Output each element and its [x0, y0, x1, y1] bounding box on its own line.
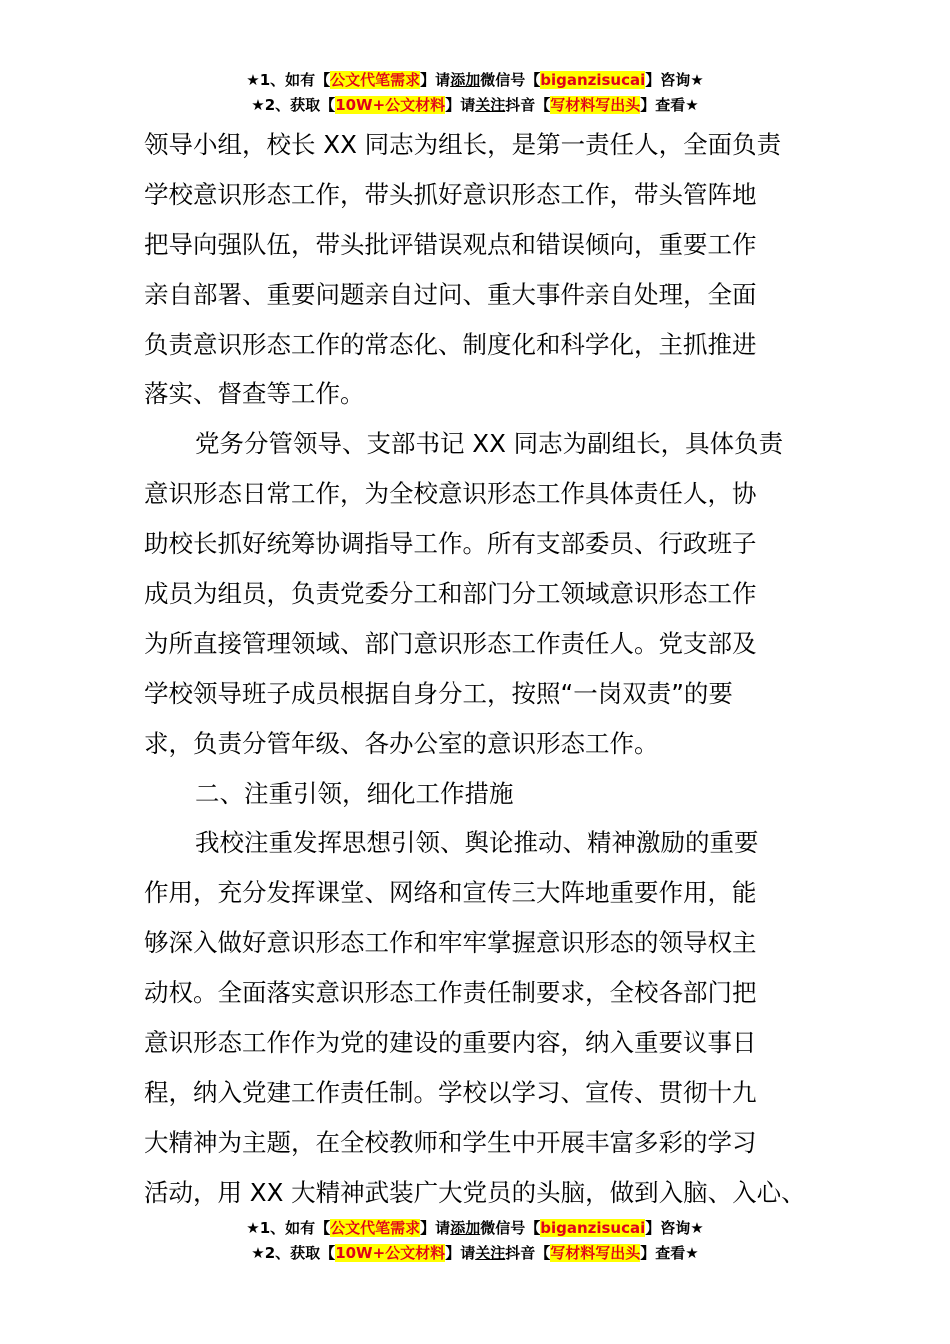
banner-text: 】请 [445, 1244, 476, 1262]
body-line: 把导向强队伍，带头批评错误观点和错误倾向，重要工作 [144, 229, 757, 259]
banner-text: 抖音【 [505, 1244, 551, 1262]
body-line: 意识形态日常工作，为全校意识形态工作具体责任人，协 [144, 479, 757, 509]
banner-text: ★2、获取【 [251, 96, 336, 114]
body-line: 成员为组员，负责党委分工和部门分工领域意识形态工作 [144, 579, 757, 609]
body-line: 学校领导班子成员根据自身分工，按照“一岗双责”的要 [144, 678, 733, 708]
header-banner [0, 68, 950, 118]
banner-emphasis: 添加 [450, 1219, 481, 1237]
banner-highlight: 公文代笔需求 [330, 71, 421, 89]
body-line: 落实、督查等工作。 [144, 379, 365, 409]
banner-text: 微信号【 [480, 71, 541, 89]
banner-text: 】咨询★ [645, 71, 704, 89]
footer-banner [0, 1216, 950, 1266]
banner-text: 】查看★ [640, 1244, 699, 1262]
body-line: 学校意识形态工作，带头抓好意识形态工作，带头管阵地 [144, 179, 757, 209]
banner-emphasis: 添加 [450, 71, 481, 89]
body-line: 意识形态工作作为党的建设的重要内容，纳入重要议事日 [144, 1028, 757, 1058]
banner-text: ★2、获取【 [251, 1244, 336, 1262]
banner-highlight: 10W+公文材料 [335, 1244, 446, 1262]
banner-text: 】查看★ [640, 96, 699, 114]
body-line: 领导小组，校长 XX 同志为组长，是第一责任人，全面负责 [144, 130, 782, 159]
banner-highlight: 写材料写出头 [550, 96, 641, 114]
banner-emphasis: 关注 [475, 1244, 506, 1262]
banner-highlight: biganzisucai [540, 71, 646, 89]
banner-text: 】咨询★ [645, 1219, 704, 1237]
body-line: 动权。全面落实意识形态工作责任制要求，全校各部门把 [144, 978, 757, 1008]
banner-text: ★1、如有【 [246, 71, 331, 89]
banner-line-1 [0, 68, 950, 93]
body-line: 为所直接管理领域、部门意识形态工作责任人。党支部及 [144, 628, 757, 658]
document-body [144, 120, 810, 1218]
banner-highlight: 公文代笔需求 [330, 1219, 421, 1237]
banner-text: 微信号【 [480, 1219, 541, 1237]
body-line: 助校长抓好统筹协调指导工作。所有支部委员、行政班子 [144, 529, 757, 559]
banner-text: 】请 [445, 96, 476, 114]
banner-line-2 [0, 93, 950, 118]
banner-emphasis: 关注 [475, 96, 506, 114]
section-heading: 二、注重引领，细化工作措施 [195, 778, 514, 808]
banner-highlight: 写材料写出头 [550, 1244, 641, 1262]
body-line: 负责意识形态工作的常态化、制度化和科学化，主抓推进 [144, 329, 757, 359]
banner-text: ★1、如有【 [246, 1219, 331, 1237]
banner-text: 抖音【 [505, 96, 551, 114]
body-line: 程，纳入党建工作责任制。学校以学习、宣传、贯彻十九 [144, 1077, 757, 1107]
banner-highlight: biganzisucai [540, 1219, 646, 1237]
body-line: 大精神为主题，在全校教师和学生中开展丰富多彩的学习 [144, 1127, 757, 1157]
body-line: 亲自部署、重要问题亲自过问、重大事件亲自处理，全面 [144, 279, 757, 309]
body-line: 够深入做好意识形态工作和牢牢掌握意识形态的领导权主 [144, 928, 757, 958]
banner-text: 】请 [420, 1219, 451, 1237]
banner-line-2 [0, 1241, 950, 1266]
body-line: 求，负责分管年级、各办公室的意识形态工作。 [144, 728, 659, 758]
body-line: 党务分管领导、支部书记 XX 同志为副组长，具体负责 [195, 429, 784, 459]
banner-text: 】请 [420, 71, 451, 89]
body-line: 作用，充分发挥课堂、网络和宣传三大阵地重要作用，能 [144, 878, 757, 908]
banner-highlight: 10W+公文材料 [335, 96, 446, 114]
body-line: 活动，用 XX 大精神武装广大党员的头脑，做到入脑、入心、 [144, 1177, 806, 1207]
banner-line-1 [0, 1216, 950, 1241]
body-line: 我校注重发挥思想引领、舆论推动、精神激励的重要 [195, 828, 759, 858]
